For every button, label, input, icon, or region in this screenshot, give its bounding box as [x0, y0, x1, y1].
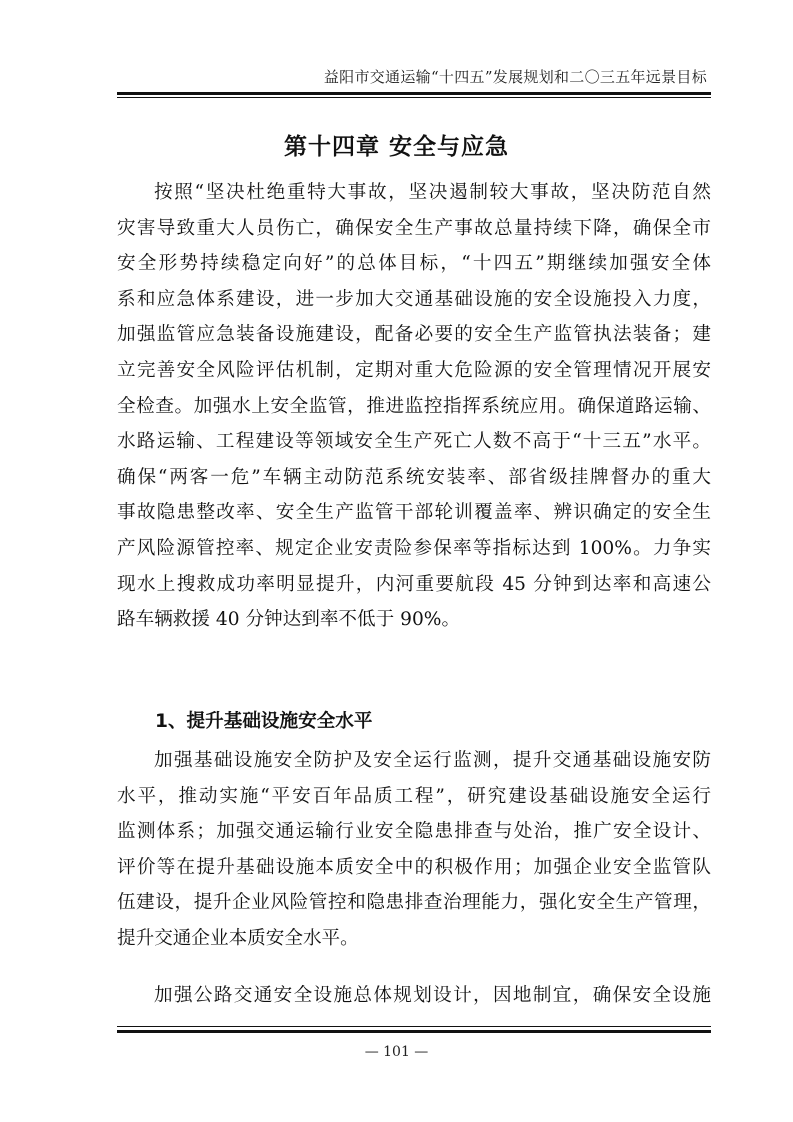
paragraph-road-safety-facilities — [117, 978, 711, 1014]
chapter-title: 第十四章 安全与应急 — [283, 134, 509, 160]
paragraph-line: 评价等在提升基础设施本质安全中的积极作用；加强企业安全监管队 — [117, 856, 711, 878]
header-rule-thick — [117, 92, 711, 95]
paragraph-line: 事故隐患整改率、安全生产监管干部轮训覆盖率、辨识确定的安全生 — [117, 502, 711, 524]
paragraph-line: 产风险源管控率、规定企业安责险参保率等指标达到 100%。力争实 — [117, 537, 711, 559]
paragraph-intro — [117, 175, 711, 638]
paragraph-line: 加强公路交通安全设施总体规划设计，因地制宜，确保安全设施 — [154, 985, 711, 1006]
paragraph-line: 水平，推动实施“平安百年品质工程”，研究建设基础设施安全运行 — [117, 785, 711, 807]
footer-rule-thick — [117, 1030, 711, 1033]
paragraph-line: 水路运输、工程建设等领域安全生产死亡人数不高于“十三五”水平。 — [117, 431, 711, 453]
paragraph-line: 现水上搜救成功率明显提升，内河重要航段 45 分钟到达率和高速公 — [117, 573, 711, 595]
paragraph-line: 提升交通企业本质安全水平。 — [117, 927, 359, 949]
paragraph-line: 系和应急体系建设，进一步加大交通基础设施的安全设施投入力度， — [117, 288, 711, 310]
paragraph-line: 安全形势持续稳定向好”的总体目标，“十四五”期继续加强安全体 — [117, 253, 711, 275]
section-heading: 1、提升基础设施安全水平 — [155, 711, 373, 732]
running-header: 益阳市交通运输“十四五”发展规划和二〇三五年远景目标 — [323, 68, 707, 86]
paragraph-line: 立完善安全风险评估机制，定期对重大危险源的安全管理情况开展安 — [117, 359, 711, 381]
paragraph-line: 加强监管应急装备设施建设，配备必要的安全生产监管执法装备；建 — [117, 324, 711, 346]
paragraph-infrastructure-safety — [117, 743, 711, 957]
paragraph-line: 监测体系；加强交通运输行业安全隐患排查与处治，推广安全设计、 — [117, 821, 711, 843]
paragraph-line: 路车辆救援 40 分钟达到率不低于 90%。 — [117, 609, 461, 631]
paragraph-line: 按照“坚决杜绝重特大事故，坚决遏制较大事故，坚决防范自然 — [154, 182, 711, 203]
paragraph-line: 伍建设，提升企业风险管控和隐患排查治理能力，强化安全生产管理， — [117, 892, 711, 914]
paragraph-line: 确保“两客一危”车辆主动防范系统安装率、部省级挂牌督办的重大 — [117, 466, 711, 488]
paragraph-line: 加强基础设施安全防护及安全运行监测，提升交通基础设施安防 — [154, 750, 711, 771]
paragraph-line: 灾害导致重大人员伤亡，确保安全生产事故总量持续下降，确保全市 — [117, 217, 711, 239]
paragraph-line: 全检查。加强水上安全监管，推进监控指挥系统应用。确保道路运输、 — [117, 395, 711, 417]
page-number: — 101 — — [364, 1044, 429, 1060]
footer-rule-thin — [117, 1026, 711, 1027]
header-rule-thin — [117, 97, 711, 98]
